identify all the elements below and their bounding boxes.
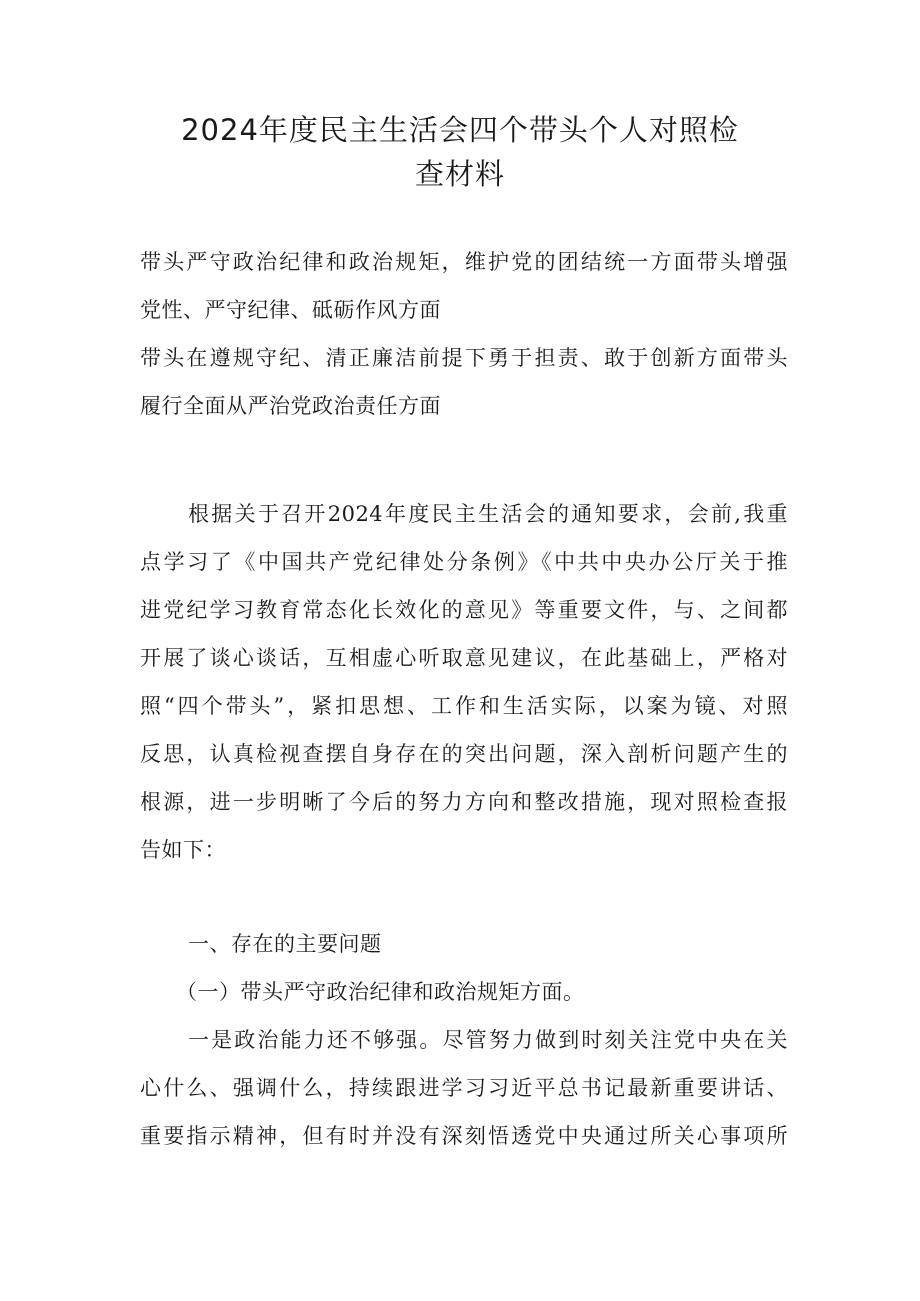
topic-line: 带头严守政治纪律和政治规矩，维护党的团结统一方面带头增强 (140, 250, 788, 274)
intro-paragraph (140, 490, 788, 874)
topic-line: 带头在遵规守纪、清正廉洁前提下勇于担责、敢于创新方面带头 (140, 346, 788, 370)
document-title (140, 108, 780, 196)
point-line: 心什么、强调什么，持续跟进学习习近平总书记最新重要讲话、 (140, 1076, 788, 1100)
title-line-1: 2024年度民主生活会四个带头个人对照检 (181, 113, 739, 147)
topic-line: 履行全面从严治党政治责任方面 (140, 394, 441, 418)
point-line: 重要指示精神，但有时并没有深刻悟透党中央通过所关心事项所 (140, 1124, 788, 1148)
intro-line: 点学习了《中国共产党纪律处分条例》《中共中央办公厅关于推 (140, 550, 788, 574)
intro-line: 进党纪学习教育常态化长效化的意见》等重要文件，与、之间都 (140, 598, 788, 622)
subsection-heading: （一）带头严守政治纪律和政治规矩方面。 (176, 980, 585, 1004)
point-line: 一是政治能力还不够强。尽管努力做到时刻关注党中央在关 (188, 1028, 788, 1052)
intro-line: 开展了谈心谈话，互相虚心听取意见建议，在此基础上，严格对 (140, 646, 788, 670)
intro-line: 反思，认真检视查摆自身存在的突出问题，深入剖析问题产生的 (140, 742, 788, 766)
title-line-2: 查材料 (414, 157, 505, 191)
intro-line: 根据关于召开2024年度民主生活会的通知要求，会前,我重 (188, 502, 788, 526)
intro-line: 照“四个带头”，紧扣思想、工作和生活实际，以案为镜、对照 (140, 694, 788, 718)
section-1 (140, 920, 788, 1160)
section-heading: 一、存在的主要问题 (188, 932, 382, 956)
topic-line: 党性、严守纪律、砥砺作风方面 (140, 298, 441, 322)
intro-line: 根源，进一步明晰了今后的努力方向和整改措施，现对照检查报 (140, 790, 788, 814)
intro-line: 告如下： (140, 838, 226, 862)
topics-block (140, 238, 788, 430)
